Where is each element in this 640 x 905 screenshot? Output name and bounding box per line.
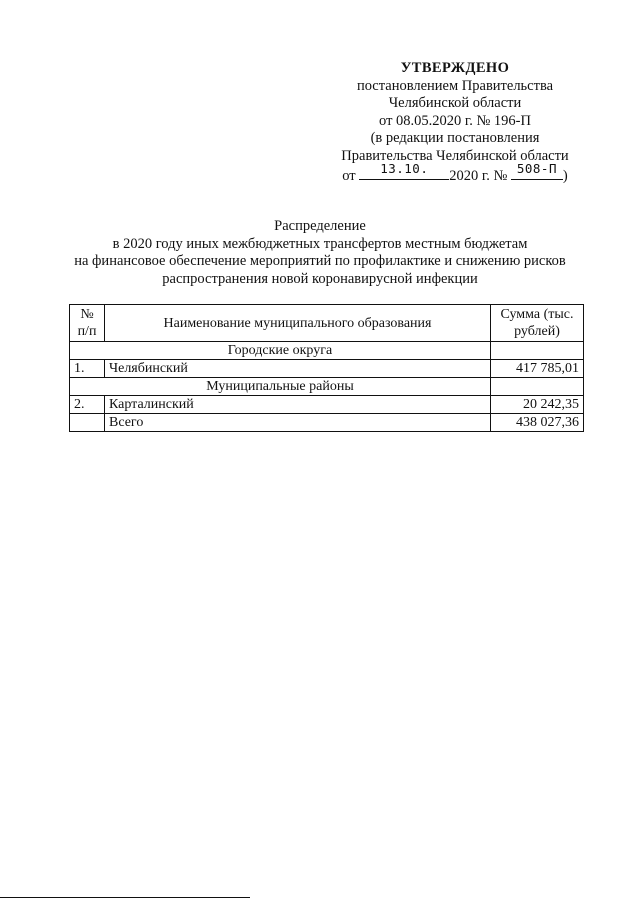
header-municipality: Наименование муниципального образования — [105, 305, 491, 342]
approval-line-1: постановлением Правительства — [356, 77, 554, 94]
title-line-2: в 2020 году иных межбюджетных трансфертов местным бюджетам — [112, 235, 528, 252]
group-row — [70, 378, 584, 396]
total-number — [70, 414, 105, 432]
group-row — [70, 342, 584, 360]
title-line-3: на финансовое обеспечение мероприятий по профилактике и снижению рисков — [74, 253, 566, 269]
document-title — [40, 218, 600, 288]
group-label-urban-districts: Городские округа — [70, 342, 491, 360]
handwritten-date: 13.10. — [380, 161, 429, 176]
total-row — [70, 414, 584, 432]
amendment-reference-line — [330, 161, 580, 186]
row-municipality: Челябинский — [105, 360, 491, 378]
handwritten-number: 508-П — [516, 161, 557, 176]
table-row — [70, 396, 584, 414]
closing-paren: ) — [562, 168, 568, 184]
group-amount-empty — [491, 342, 584, 360]
title-line-4: распространения новой коронавирусной инфекции — [162, 270, 478, 287]
group-amount-empty — [491, 378, 584, 396]
row-number: 1. — [70, 360, 105, 378]
distribution-table — [69, 304, 584, 432]
row-municipality: Карталинский — [105, 396, 491, 414]
title-line-1: Распределение — [274, 218, 366, 234]
footnote-divider — [0, 897, 250, 898]
approval-line-5: Правительства Челябинской области — [341, 147, 569, 164]
number-field — [511, 161, 563, 180]
row-amount: 20 242,35 — [491, 396, 584, 414]
row-amount: 417 785,01 — [491, 360, 584, 378]
approval-line-3: от 08.05.2020 г. № 196-П — [379, 112, 531, 129]
total-label: Всего — [105, 414, 491, 432]
approval-line-4: (в редакции постановления — [370, 130, 540, 146]
table-row — [70, 360, 584, 378]
approval-line-2: Челябинской области — [388, 95, 522, 111]
header-amount: Сумма (тыс. рублей) — [491, 305, 584, 342]
group-label-municipal-districts: Муниципальные районы — [70, 378, 491, 396]
row-number: 2. — [70, 396, 105, 414]
table-header-row — [70, 305, 584, 342]
year-and-number-label: 2020 г. № — [449, 168, 508, 184]
approval-heading: УТВЕРЖДЕНО — [400, 60, 510, 76]
header-number: № п/п — [70, 305, 105, 342]
from-prefix: от — [342, 168, 356, 184]
date-field — [359, 161, 449, 180]
total-amount: 438 027,36 — [491, 414, 584, 432]
approval-block — [330, 60, 580, 186]
